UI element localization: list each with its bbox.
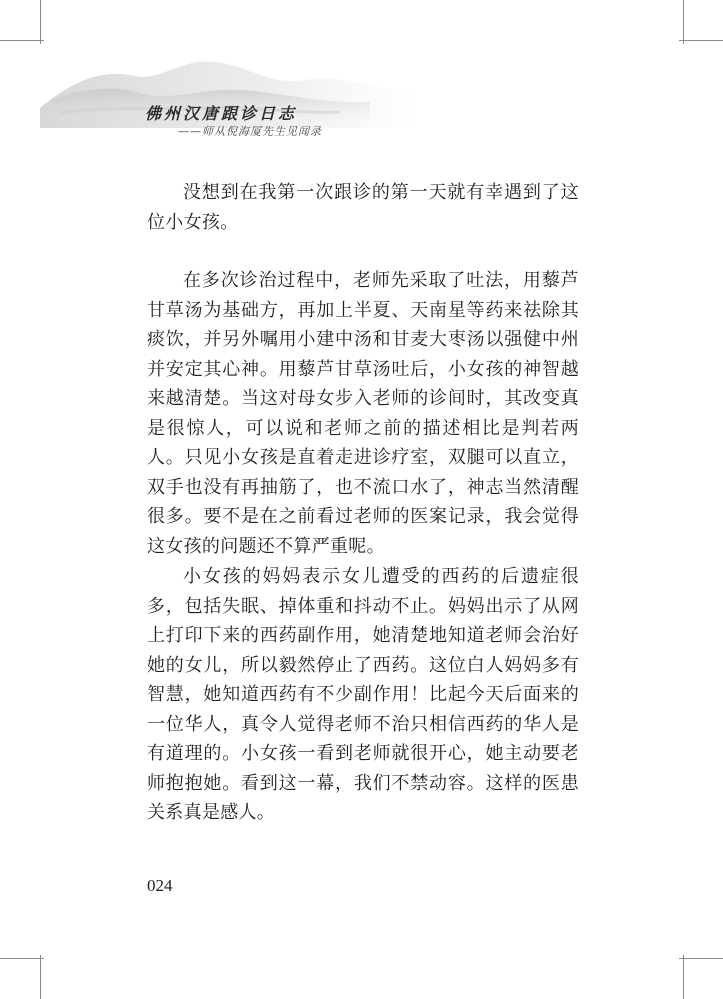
crop-mark-bottom-right-v: [683, 955, 684, 999]
page-number: 024: [147, 876, 173, 895]
crop-mark-bottom-left-v: [40, 955, 41, 999]
running-header-title: 佛州汉唐跟诊日志: [145, 104, 298, 123]
body-paragraph-3: 小女孩的妈妈表示女儿遭受的西药的后遗症很多，包括失眠、掉体重和抖动不止。妈妈出示了从网上打印下来的西药副作用，她清楚地知道老师会治好她的女儿，所以毅然停止了西药。这位白人妈妈多有智慧，她知道西药有不少副作用！比起今天后面来的一位华人，真令人觉得老师不治只相信西药的华人是有道理的。小女孩一看到老师就很开心，她主动要老师抱抱她。看到这一幕，我们不禁动容。这样的医患关系真是感人。: [147, 566, 579, 823]
body-paragraph-2: 在多次诊治过程中，老师先采取了吐法，用藜芦甘草汤为基础方，再加上半夏、天南星等药来祛除其痰饮，并另外嘱用小建中汤和甘麦大枣汤以强健中州并安定其心神。用藜芦甘草汤吐后，小女孩的神智越来越清楚。当这对母女步入老师的诊间时，其改变真是很惊人，可以说和老师之前的描述相比是判若两人。只见小女孩是直着走进诊疗室，双腿可以直立，双手也没有再抽筋了，也不流口水了，神志当然清醒很多。要不是在之前看过老师的医案记录，我会觉得这女孩的问题还不算严重呢。: [147, 270, 579, 557]
crop-mark-top-right-v: [683, 0, 684, 44]
crop-mark-top-left-h: [0, 40, 44, 41]
crop-mark-bottom-left-h: [0, 958, 44, 959]
body-paragraph-1: 没想到在我第一次跟诊的第一天就有幸遇到了这位小女孩。: [147, 182, 579, 233]
crop-mark-bottom-right-h: [679, 958, 723, 959]
crop-mark-top-right-h: [679, 40, 723, 41]
running-header-subtitle: ——师从倪海厦先生见闻录: [178, 125, 322, 138]
